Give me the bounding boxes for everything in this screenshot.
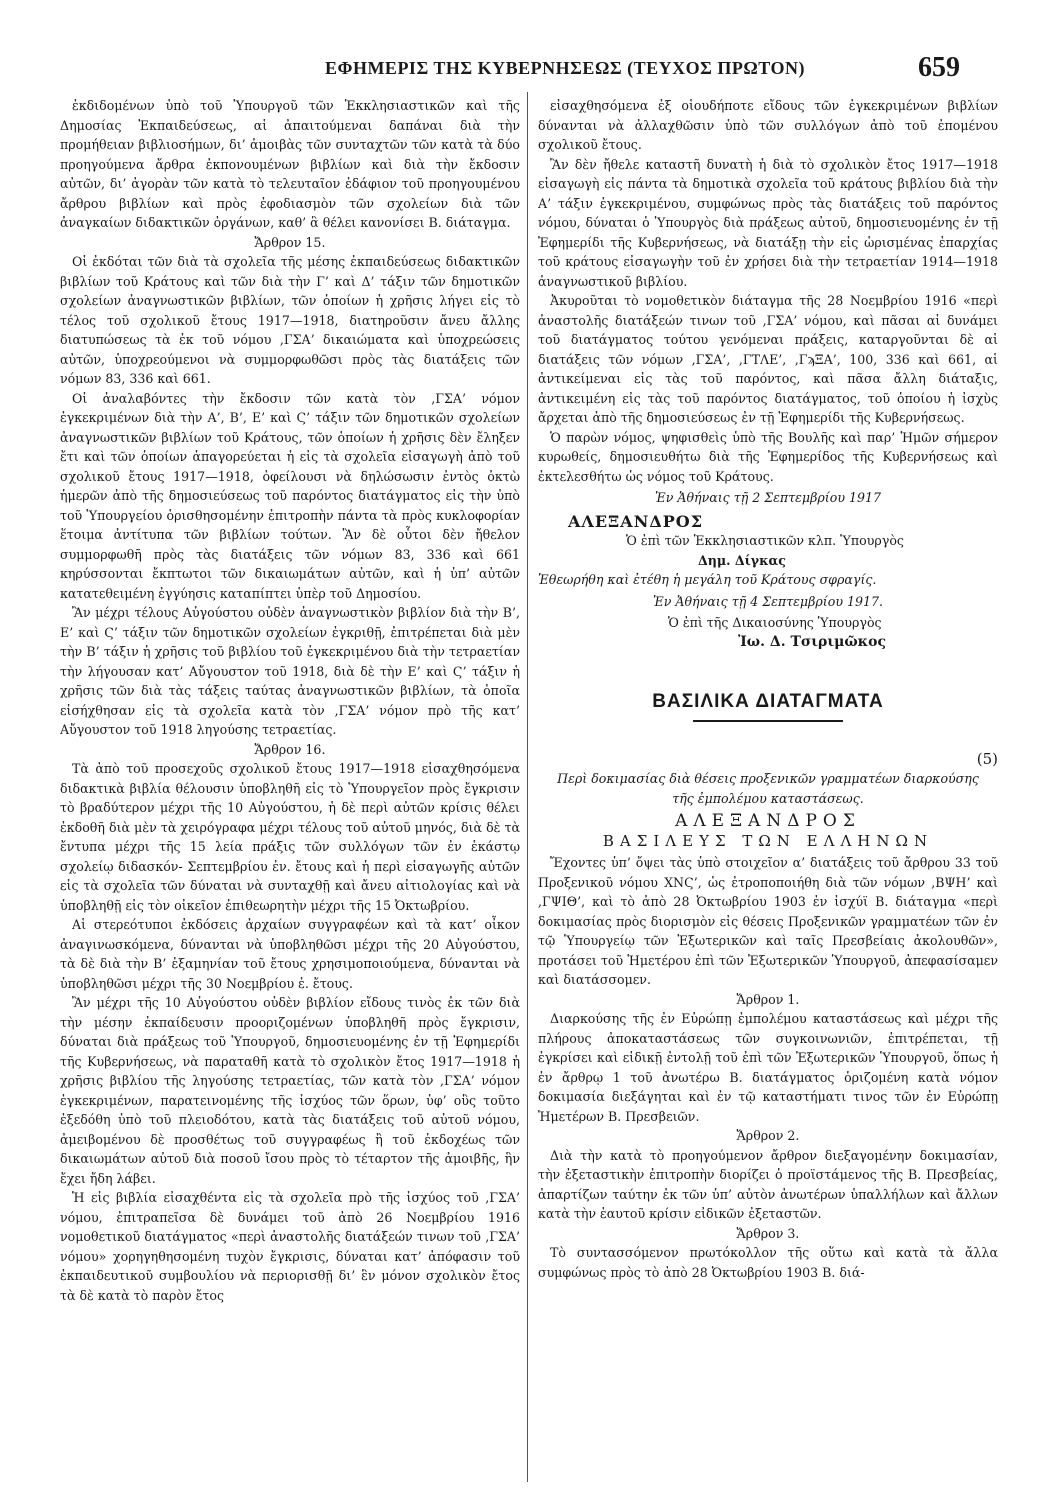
page-number: 659 [918,52,960,83]
article-heading: Ἄρθρον 2. [736,1128,800,1143]
king-signature: ΑΛΕΞΑΝΔΡΟΣ [568,511,704,531]
paragraph: Ἂν μέχρι τέλους Αὐγούστου οὐδὲν ἀναγνωστικὸν βιβλίον διὰ τὴν Β’, Ε’ καὶ Ϛ’ τάξιν τῶν δημοτικῶν σχολείων ἐγκριθῇ, ἐπιτρέπεται διὰ μὲν τὴν Β’ τάξιν ἡ χρῆσις τοῦ βιβλίου τοῦ ἐγκεκριμένου διὰ τὴν τετραετίαν τὴν λήγουσαν κατ’ Αὔγουστον τοῦ 1918, διὰ δὲ τὴν Ε’ καὶ Ϛ’ τάξιν ἡ χρῆσις τῶν διὰ τὰς τάξεις ταύτας ἀναγνωστικῶν βιβλίων, τὰ ὁποῖα εἰσήχθησαν εἰς τὰ σχολεῖα κατὰ τὸν ,ΓΣΑ’ νόμον πρὸ τῆς κατ’ Αὔγουστον τοῦ 1918 ληγούσης τετραετίας. [60,605,520,737]
paragraph: εἰσαχθησόμενα ἐξ οἱουδήποτε εἴδους τῶν ἐγκεκριμένων βιβλίων δύνανται νὰ ἀλλαχθῶσιν ὑπὸ τῶν συλλόγων ἀπὸ τοῦ ἐπομένου σχολικοῦ ἔτους. [538,98,998,152]
paragraph: Ὁ παρὼν νόμος, ψηφισθεὶς ὑπὸ τῆς Βουλῆς καὶ παρ’ Ἡμῶν σήμερον κυρωθείς, δημοσιευθήτω διὰ τῆς Ἐφημερίδος τῆς Κυβερνήσεως καὶ ἐκτελεσθήτω ὡς νόμος τοῦ Κράτους. [538,429,998,484]
right-column [538,96,998,1476]
seal-date: Ἐν Ἀθήναις τῇ 4 Σεπτεμβρίου 1917. [652,593,884,609]
minister-name: Ἰω. Δ. Τσιριμῶκος [738,633,887,650]
left-column [60,96,520,1476]
minister-name: Δημ. Δίγκας [698,552,786,568]
section-rule [693,720,843,722]
decree-subject: Περὶ δοκιμασίας διὰ θέσεις προξενικῶν γραμματέων διαρκούσης τῆς ἐμπολέμου καταστάσεως. [557,771,979,806]
paragraph: Ἔχοντες ὑπ’ ὄψει τὰς ὑπὸ στοιχεῖον α’ διατάξεις τοῦ ἄρθρου 33 τοῦ Προξενικοῦ νόμου ΧΝϚ’, ὡς ἐτροποποιήθη διὰ τῶν νόμων ,ΒΨΗ’ καὶ ,ΓΨΙΘ’, καὶ τὸ ἀπὸ 28 Ὀκτωβρίου 1903 ἐν ἰσχύϊ Β. διάταγμα «περὶ δοκιμασίας πρὸς διορισμὸν εἰς θέσεις Προξενικῶν γραμματέων τῶν ἐν τῷ Ὑπουργείῳ τῶν Ἐξωτερικῶν καὶ ταῖς Πρεσβείαις ἀκολουθῶν», προτάσει τοῦ Ἡμετέρου ἐπὶ τῶν Ἐξωτερικῶν Ὑπουργοῦ, ἀπεφασίσαμεν καὶ διατάσσομεν. [538,855,998,987]
minister-title: Ὁ ἐπὶ τῶν Ἐκκλησιαστικῶν κλπ. Ὑπουργὸς [626,533,904,548]
article-heading: Ἄρθρον 1. [736,991,800,1007]
paragraph: ἐκδιδομένων ὑπὸ τοῦ Ὑπουργοῦ τῶν Ἐκκλησιαστικῶν καὶ τῆς Δημοσίας Ἐκπαιδεύσεως, αἱ ἀπαιτούμεναι δαπάναι διὰ τὴν προμήθειαν βιβλιοσήμων, δι’ ἀμοιβὰς τῶν συνταχτῶν τῶν κατὰ τὰ δύο προηγούμενα ἄρθρα ἐκπονουμένων βιβλίων καὶ διὰ τὴν ἔκδοσιν αὐτῶν, δι’ ἀγορὰν τῶν κατὰ τὸ τελευταῖον ἐδάφιον τοῦ προηγουμένου ἄρθρου βιβλίων καὶ πρὸς ἐφοδιασμὸν τῶν σχολείων διὰ τῶν ἀναγκαίων διδακτικῶν ὀργάνων, καθ’ ἃ θέλει κανονίσει Β. διάταγμα. [60,98,520,230]
section-title: ΒΑΣΙΛΙΚΑ ΔΙΑΤΑΓΜΑΤΑ [652,691,884,712]
seal-line: Ἐθεωρήθη καὶ ἐτέθη ἡ μεγάλη τοῦ Κράτους σφραγίς. [538,572,877,587]
paragraph: Οἱ ἀναλαβόντες τὴν ἔκδοσιν τῶν κατὰ τὸν ,ΓΣΑ’ νόμον ἐγκεκριμένων διὰ τὴν Α’, Β’, Ε’ καὶ Ϛ’ τάξιν τῶν δημοτικῶν σχολείων ἀναγνωστικῶν βιβλίων τοῦ Κράτους, τῶν ὁποίων ἡ χρῆσις δὲν ἔληξεν ἔτι καὶ τῶν ὁποίων ἀπαγορεύεται ἡ εἰς τὰ σχολεῖα εἰσαγωγὴ ἀπὸ τοῦ σχολικοῦ ἔτους 1917—1918, ὀφείλουσι νὰ δηλώσωσιν ἐντὸς ὀκτὼ ἡμερῶν ἀπὸ τῆς δημοσιεύσεως τοῦ παρόντος διατάγματος εἰς τὴν ὑπὸ τοῦ Ὑπουργείου ὁρισθησομένην ἐπιτροπὴν πάντα τὰ πρὸς κυκλοφορίαν ἕτοιμα ἀντίτυπα τῶν βιβλίων τούτων. Ἂν δὲ οὗτοι δὲν ἤθελον συμμορφωθῆ πρὸς τὰς διατάξεις τῶν νόμων 83, 336 καὶ 661 κηρύσσονται ἔκπτωτοι τῶν δικαιωμάτων αὐτῶν, καὶ ἡ ὑπ’ αὐτῶν κατατεθειμένη ἐγγύησις καταπίπτει ὑπὲρ τοῦ Δημοσίου. [60,390,520,601]
article-heading: Ἄρθρον 15. [254,234,326,250]
signing-date: Ἐν Ἀθήναις τῇ 2 Σεπτεμβρίου 1917 [654,490,882,505]
paragraph: Διαρκούσης τῆς ἐν Εὐρώπῃ ἐμπολέμου καταστάσεως καὶ μέχρι τῆς πλήρους ἀποκαταστάσεως τῶν συγκοινωνιῶν, ἐπιτρέπεται, τῇ ἐγκρίσει καὶ εἰδικῇ ἐντολῇ τοῦ ἐπὶ τῶν Ἐξωτερικῶν Ὑπουργοῦ, ὅπως ἡ ἐν ἄρθρῳ 1 τοῦ ἀνωτέρω Β. διατάγματος ὁριζομένη κατὰ νόμον δοκιμασία διεξάγηται καὶ ἐν τῷ καταστήματι τινος τῶν ἐν Εὐρώπῃ Ἡμετέρων Β. Πρεσβειῶν. [538,1011,998,1124]
paragraph: Ἂν δὲν ἤθελε καταστῆ δυνατὴ ἡ διὰ τὸ σχολικὸν ἔτος 1917—1918 εἰσαγωγὴ εἰς πάντα τὰ δημοτικὰ σχολεῖα τοῦ κράτους βιβλίου διὰ τὴν Α’ τάξιν ἐγκεκριμένου, συμφώνως πρὸς τὰς διατάξεις τοῦ παρόντος νόμου, δύναται ὁ Ὑπουργὸς διὰ πράξεως αὐτοῦ, δημοσιευομένης ἐν τῇ Ἐφημερίδι τῆς Κυβερνήσεως, νὰ διατάξῃ τὴν εἰς ὡρισμένας ἐπαρχίας τοῦ κράτους εἰσαγωγὴν τοῦ ἐν χρήσει διὰ τὴν τετραετίαν 1914—1918 ἀναγνωστικοῦ βιβλίου. [538,156,998,289]
paragraph: Ἂν μέχρι τῆς 10 Αὐγούστου οὐδὲν βιβλίον εἴδους τινὸς ἐκ τῶν διὰ τὴν μέσην ἐκπαίδευσιν προοριζομένων ὑποβληθῆ πρὸς ἔγκρισιν, δύναται διὰ πράξεως τοῦ Ὑπουργοῦ, δημοσιευομένης ἐν τῇ Ἐφημερίδι τῆς Κυβερνήσεως, νὰ παραταθῆ κατὰ τὸ σχολικὸν ἔτος 1917—1918 ἡ χρῆσις βιβλίου τῆς ληγούσης τετραετίας, τῶν κατὰ τὸν ,ΓΣΑ’ νόμον ἐγκεκριμένων, παρατεινομένης τῆς ἰσχύος τῶν ὅρων, ὑφ’ οὓς τοῦτο ἐξεδόθη ὑπὸ τοῦ πλειοδότου, κατὰ τὰς διατάξεις τοῦ αὐτοῦ νόμου, ἀμειβομένου δὲ προσθέτως τοῦ συγγραφέως ἢ τοῦ ἐκδοχέως τῶν δικαιωμάτων αὐτοῦ διὰ ποσοῦ ἴσου πρὸς τὸ τέταρτον τῆς ἀμοιβῆς, ἣν ἔχει ἤδη λάβει. [60,995,520,1186]
paragraph: Τὰ ἀπὸ τοῦ προσεχοῦς σχολικοῦ ἔτους 1917—1918 εἰσαχθησόμενα διδακτικὰ βιβλία θέλουσιν ὑποβληθῆ εἰς τὸ Ὑπουργεῖον πρὸς ἔγκρισιν τὸ βραδύτερον μέχρι τῆς 10 Αὐγούστου, ἡ δὲ περὶ αὐτῶν κρίσις θέλει ἐκδοθῆ διὰ μὲν τὰ χειρόγραφα μέχρι τέλους τοῦ αὐτοῦ μηνός, διὰ δὲ τὰ ἔντυπα μέχρι τῆς 15 λεία πράξις τῶν συλλόγων τῶν ἐν ἑκάστῳ σχολείῳ διδασκόν- Σεπτεμβρίου ἐν. ἔτους καὶ ἡ περὶ εἰσαγωγῆς αὐτῶν εἰς τὰ σχολεῖα τῶν δύναται νὰ συνταχθῇ καὶ ἄνευ αἰτιολογίας καὶ νὰ ὑποβληθῇ εἰς τὸν οἰκεῖον ἐπιθεωρητὴν μέχρι τῆς 15 Ὀκτωβρίου. [60,761,520,913]
king-name: ΑΛΕΞΑΝΔΡΟΣ [675,811,861,831]
page-header [60,52,960,88]
minister-title: Ὁ ἐπὶ τῆς Δικαιοσύνης Ὑπουργὸς [668,615,882,630]
paragraph: Τὸ συντασσόμενον πρωτόκολλον τῆς οὕτω καὶ κατὰ τὰ ἄλλα συμφώνως πρὸς τὸ ἀπὸ 28 Ὀκτωβρίου 1903 Β. διά- [538,1245,998,1280]
king-title: ΒΑΣΙΛΕΥΣ ΤΩΝ ΕΛΛΗΝΩΝ [602,831,934,850]
article-heading: Ἄρθρον 16. [254,741,326,757]
decree-number: (5) [976,749,998,768]
article-heading: Ἄρθρον 3. [736,1225,800,1241]
paragraph: Ἀκυροῦται τὸ νομοθετικὸν διάταγμα τῆς 28 Νοεμβρίου 1916 «περὶ ἀναστολῆς διατάξεών τινων τοῦ ,ΓΣΑ’ νόμου, καὶ πᾶσαι αἱ δυνάμει τοῦ διατάγματος τούτου γενόμεναι πράξεις, καταργοῦνται δὲ αἱ διατάξεις τῶν νόμων ,ΓΣΑ’, ,ΓΤΛΕ’, ,ΓϡΞΑ’, 100, 336 καὶ 661, αἱ ἀντικείμεναι εἰς τὰς τοῦ παρόντος, καὶ πᾶσα ἄλλη διάταξις, ἀντικειμένη εἰς τὰς τοῦ παρόντος διατάγματος, τοῦ ὁποίου ἡ ἰσχὺς ἄρχεται ἀπὸ τῆς δημοσιεύσεως ἐν τῇ Ἐφημερίδι τῆς Κυβερνήσεως. [538,293,998,425]
paragraph: Ἡ εἰς βιβλία εἰσαχθέντα εἰς τὰ σχολεῖα πρὸ τῆς ἰσχύος τοῦ ,ΓΣΑ’ νόμου, ἐπιτραπεῖσα δὲ δυνάμει τοῦ ἀπὸ 26 Νοεμβρίου 1916 νομοθετικοῦ διατάγματος «περὶ ἀναστολῆς διατάξεών τινων τοῦ ,ΓΣΑ’ νόμου» χορηγηθησομένη τυχὸν ἔγκρισις, δύναται κατ’ ἀπόφασιν τοῦ ἐκπαιδευτικοῦ συμβουλίου νὰ περιορισθῇ δι’ ἓν μόνον σχολικὸν ἔτος τὰ δὲ κατὰ τὸ παρὸν ἔτος [60,1190,520,1303]
gazette-title: ΕΦΗΜΕΡΙΣ ΤΗΣ ΚΥΒΕΡΝΗΣΕΩΣ (ΤΕΥΧΟΣ ΠΡΩΤΟΝ) [325,58,805,78]
paragraph: Διὰ τὴν κατὰ τὸ προηγούμενον ἄρθρον διεξαγομένην δοκιμασίαν, τὴν ἐξεταστικὴν ἐπιτροπὴν διορίζει ὁ προϊστάμενος τῆς Β. Πρεσβείας, ἀπαρτίζων ταύτην ἐκ τῶν ὑπ’ αὐτὸν ἀνωτέρων ὑπαλλήλων καὶ ἄλλων κατὰ τὴν ἑαυτοῦ κρίσιν εἰδικῶν ἐξεταστῶν. [538,1147,998,1221]
column-divider [527,92,528,1482]
paragraph: Αἱ στερεότυποι ἐκδόσεις ἀρχαίων συγγραφέων καὶ τὰ κατ’ οἶκον ἀναγινωσκόμενα, δύνανται νὰ ὑποβληθῶσι μέχρι τῆς 20 Αὐγούστου, τὰ δὲ διὰ τὴν Β’ ἑξαμηνίαν τοῦ ἔτους χρησιμοποιούμενα, δύνανται νὰ ὑποβληθῶσι μέχρι τῆς 30 Νοεμβρίου ἐ. ἔτους. [60,917,520,991]
paragraph: Οἱ ἐκδόται τῶν διὰ τὰ σχολεῖα τῆς μέσης ἐκπαιδεύσεως διδακτικῶν βιβλίων τοῦ Κράτους καὶ τῶν διὰ τὴν Γ’ καὶ Δ’ τάξιν τῶν δημοτικῶν σχολείων ἀναγνωστικῶν βιβλίων, τῶν ὁποίων ἡ χρῆσις λήγει εἰς τὸ τέλος τοῦ σχολικοῦ ἔτους 1917—1918, διατηροῦσιν ἄνευ ἄλλης διατυπώσεως τὰ ἐκ τοῦ νόμου ,ΓΣΑ’ δικαιώματα καὶ ὑποχρεώσεις αὐτῶν, ὑποχρεούμενοι νὰ συμμορφωθῶσι πρὸς τὰς διατάξεις τῶν νόμων 83, 336 καὶ 661. [60,254,520,386]
